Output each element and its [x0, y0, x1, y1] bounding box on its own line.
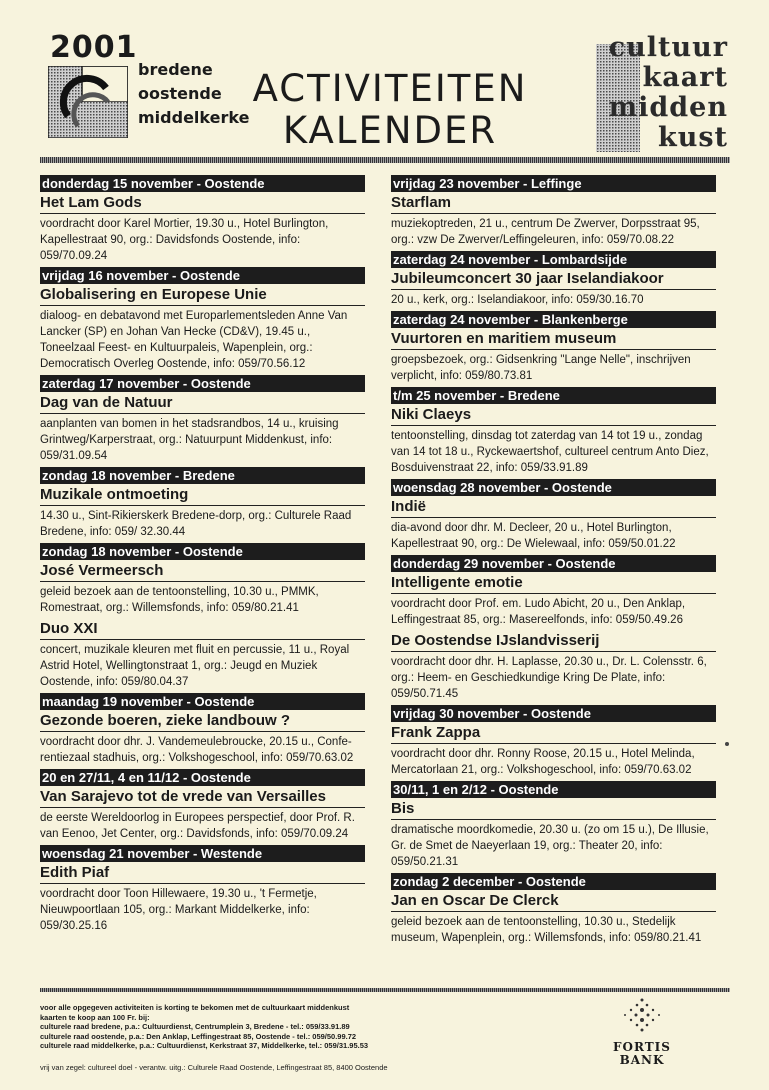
event-date-band: zaterdag 24 november - Lombardsijde — [391, 251, 716, 268]
event-description: concert, muzikale kleuren met fluit en percussie, 11 u., Royal Astrid Hotel, Wellingtonstraat 1, org.: Jeugd en Muziek Oostende, info: 059/80.04.37 — [40, 644, 350, 688]
event-title: Starflam — [391, 193, 716, 214]
header-divider — [40, 157, 730, 163]
page-title — [240, 68, 540, 152]
ck-line-3: midden — [608, 92, 728, 123]
event-description: voordracht door Toon Hillewaere, 19.30 u., 't Fermetje, Nieuwpoortlaan 105, org.: Markant Middelkerke, info: 059/30.25.16 — [40, 888, 317, 932]
footer-line: voor alle opgegeven activiteiten is korting te bekomen met de cultuurkaart middenkust — [40, 1003, 350, 1012]
town-middelkerke: middelkerke — [138, 108, 250, 127]
event-date-band: vrijdag 23 november - Leffinge — [391, 175, 716, 192]
event-title: Het Lam Gods — [40, 193, 365, 214]
event-title: Duo XXI — [40, 619, 365, 640]
event-title: Muzikale ontmoeting — [40, 485, 365, 506]
event-date-band: zondag 18 november - Oostende — [40, 543, 365, 560]
event-date-band: vrijdag 30 november - Oostende — [391, 705, 716, 722]
title-line-2: KALENDER — [282, 109, 498, 152]
event — [391, 705, 716, 778]
event-title: Indië — [391, 497, 716, 518]
footer-divider — [40, 988, 730, 992]
event — [40, 845, 365, 934]
event-date-band: woensdag 21 november - Westende — [40, 845, 365, 862]
event — [391, 479, 716, 552]
sponsor-name-line-1: FORTIS — [613, 1040, 671, 1054]
event — [40, 267, 365, 372]
event-description: groepsbezoek, org.: Gidsenkring "Lange Nelle", inschrijven verplicht, info: 059/80.73.81 — [391, 354, 691, 382]
event-title: Globalisering en Europese Unie — [40, 285, 365, 306]
event-description: tentoonstelling, dinsdag tot zaterdag van 14 tot 19 u., zondag van 14 tot 18 u., Ryckewaertshof, cultureel centrum Anto Diez, Bosduivenstraat 22, info: 059/33.91.89 — [391, 430, 709, 474]
ck-line-4: kust — [657, 122, 728, 153]
event-date-band: zondag 18 november - Bredene — [40, 467, 365, 484]
event — [40, 375, 365, 464]
event-title: Van Sarajevo tot de vrede van Versailles — [40, 787, 365, 808]
right-column — [391, 175, 716, 949]
footer-line: kaarten te koop aan 100 Fr. bij: — [40, 1012, 150, 1022]
event-description: voordracht door Prof. em. Ludo Abicht, 20 u., Den Anklap, Leffingestraat 85, org.: Masereelfonds, info: 059/50.49.26 — [391, 598, 686, 626]
event-title: Frank Zappa — [391, 723, 716, 744]
footer-line: culturele raad bredene, p.a.: Cultuurdienst, Centrumplein 3, Bredene - tel.: 059/33.91.89 — [40, 1022, 350, 1031]
event-description: voordracht door dhr. J. Vandemeulebroucke, 20.15 u., Confe-rentiezaal stadhuis, org.: Volkshogeschool, info: 059/70.63.02 — [40, 736, 354, 764]
culture-logo-icon — [48, 66, 128, 138]
footer-info — [40, 1003, 368, 1051]
event — [40, 175, 365, 264]
event-title: Dag van de Natuur — [40, 393, 365, 414]
event-description: 20 u., kerk, org.: Iselandiakoor, info: 059/30.16.70 — [391, 294, 644, 306]
event-description: de eerste Wereldoorlog in Europees perspectief, door Prof. R. van Eenoo, Jet Center, org.: Davidsfonds, info: 059/70.09.24 — [40, 812, 355, 840]
cultuurkaart-logo — [588, 34, 728, 156]
event — [391, 311, 716, 384]
publisher-line: vrij van zegel: cultureel doel - verantw. uitg.: Culturele Raad Oostende, Leffingestraat 85, 8400 Oostende — [40, 1063, 388, 1072]
event — [391, 175, 716, 248]
event-title: Vuurtoren en maritiem museum — [391, 329, 716, 350]
event-description: dramatische moordkomedie, 20.30 u. (zo om 15 u.), De Illusie, Gr. de Smet de Naeyerlaan 19, org.: Theater 20, info: 059/50.21.31 — [391, 824, 709, 868]
event-date-band: zaterdag 24 november - Blankenberge — [391, 311, 716, 328]
event-title: Jan en Oscar De Clerck — [391, 891, 716, 912]
event-date-band: donderdag 15 november - Oostende — [40, 175, 365, 192]
town-bredene: bredene — [138, 60, 213, 79]
event-title: Bis — [391, 799, 716, 820]
event-description: voordracht door dhr. H. Laplasse, 20.30 u., Dr. L. Colensstr. 6, org.: Heem- en Geschiedkundige Kring De Plate, info: 059/50.71.45 — [391, 656, 707, 700]
event-title: José Vermeersch — [40, 561, 365, 582]
event — [40, 543, 365, 616]
title-line-1: ACTIVITEITEN — [252, 67, 528, 110]
event-description: dialoog- en debatavond met Europarlementsleden Anne Van Lancker (SP) en Johan Van Hecke (CD&V), 19.45 u., Toneelzaal Feest- en Kultuurpaleis, Wapenplein, org.: Democratisch Overleg Oostende, info: 059/70.56.12 — [40, 310, 348, 370]
event-description: voordracht door Karel Mortier, 19.30 u., Hotel Burlington, Kapellestraat 90, org.: Davidsfonds Oostende, info: 059/70.09.24 — [40, 218, 329, 262]
event-description: muziekoptreden, 21 u., centrum De Zwerver, Dorpsstraat 95, org.: vzw De Zwerver/Leffingeleuren, info: 059/70.08.22 — [391, 218, 700, 246]
left-column — [40, 175, 365, 937]
event-title: Niki Claeys — [391, 405, 716, 426]
footer-line: culturele raad oostende, p.a.: Den Anklap, Leffingestraat 85, Oostende - tel.: 059/50.99.72 — [40, 1031, 357, 1041]
event-date-band: maandag 19 november - Oostende — [40, 693, 365, 710]
event-description: dia-avond door dhr. M. Decleer, 20 u., Hotel Burlington, Kapellestraat 90, org.: De Wielewaal, info: 059/50.01.22 — [391, 522, 676, 550]
event — [40, 693, 365, 766]
town-oostende: oostende — [138, 84, 222, 103]
event-date-band: 20 en 27/11, 4 en 11/12 - Oostende — [40, 769, 365, 786]
event-date-band: t/m 25 november - Bredene — [391, 387, 716, 404]
event — [40, 467, 365, 540]
event-title: De Oostendse IJslandvisserij — [391, 631, 716, 652]
event — [391, 387, 716, 476]
event — [391, 873, 716, 946]
event — [391, 251, 716, 308]
event — [391, 631, 716, 702]
fortis-dots-icon — [617, 996, 667, 1036]
ck-line-1: cultuur — [608, 32, 728, 63]
event-date-band: donderdag 29 november - Oostende — [391, 555, 716, 572]
event-description: voordracht door dhr. Ronny Roose, 20.15 u., Hotel Melinda, Mercatorlaan 21, org.: Volkshogeschool, info: 059/70.63.02 — [391, 748, 695, 776]
event-date-band: 30/11, 1 en 2/12 - Oostende — [391, 781, 716, 798]
event-date-band: vrijdag 16 november - Oostende — [40, 267, 365, 284]
event-title: Gezonde boeren, zieke landbouw ? — [40, 711, 365, 732]
ck-line-2: kaart — [642, 62, 728, 93]
sponsor-name-line-2: BANK — [619, 1053, 665, 1067]
town-list — [138, 58, 249, 130]
event-date-band: zondag 2 december - Oostende — [391, 873, 716, 890]
year: 2001 — [50, 30, 138, 65]
event — [391, 555, 716, 628]
event-description: geleid bezoek aan de tentoonstelling, 10.30 u., Stedelijk museum, Wapenplein, org.: Willemsfonds, info: 059/80.21.41 — [391, 916, 702, 944]
event-date-band: zaterdag 17 november - Oostende — [40, 375, 365, 392]
event — [40, 619, 365, 690]
event-description: geleid bezoek aan de tentoonstelling, 10.30 u., PMMK, Romestraat, org.: Willemsfonds, info: 059/80.21.41 — [40, 586, 319, 614]
event-title: Edith Piaf — [40, 863, 365, 884]
event — [40, 769, 365, 842]
event-description: aanplanten van bomen in het stadsrandbos, 14 u., kruising Grintweg/Karperstraat, org.: Natuurpunt Middenkust, info: 059/31.09.54 — [40, 418, 339, 462]
decorative-dot — [725, 742, 729, 746]
event-date-band: woensdag 28 november - Oostende — [391, 479, 716, 496]
event-title: Intelligente emotie — [391, 573, 716, 594]
footer-line: culturele raad middelkerke, p.a.: Cultuurdienst, Kerkstraat 37, Middelkerke, tel.: 059/31.95.53 — [40, 1041, 369, 1050]
sponsor-logo — [602, 996, 682, 1067]
event-description: 14.30 u., Sint-Rikierskerk Bredene-dorp, org.: Culturele Raad Bredene, info: 059/ 32.30.44 — [40, 510, 352, 538]
event-title: Jubileumconcert 30 jaar Iselandiakoor — [391, 269, 716, 290]
event — [391, 781, 716, 870]
